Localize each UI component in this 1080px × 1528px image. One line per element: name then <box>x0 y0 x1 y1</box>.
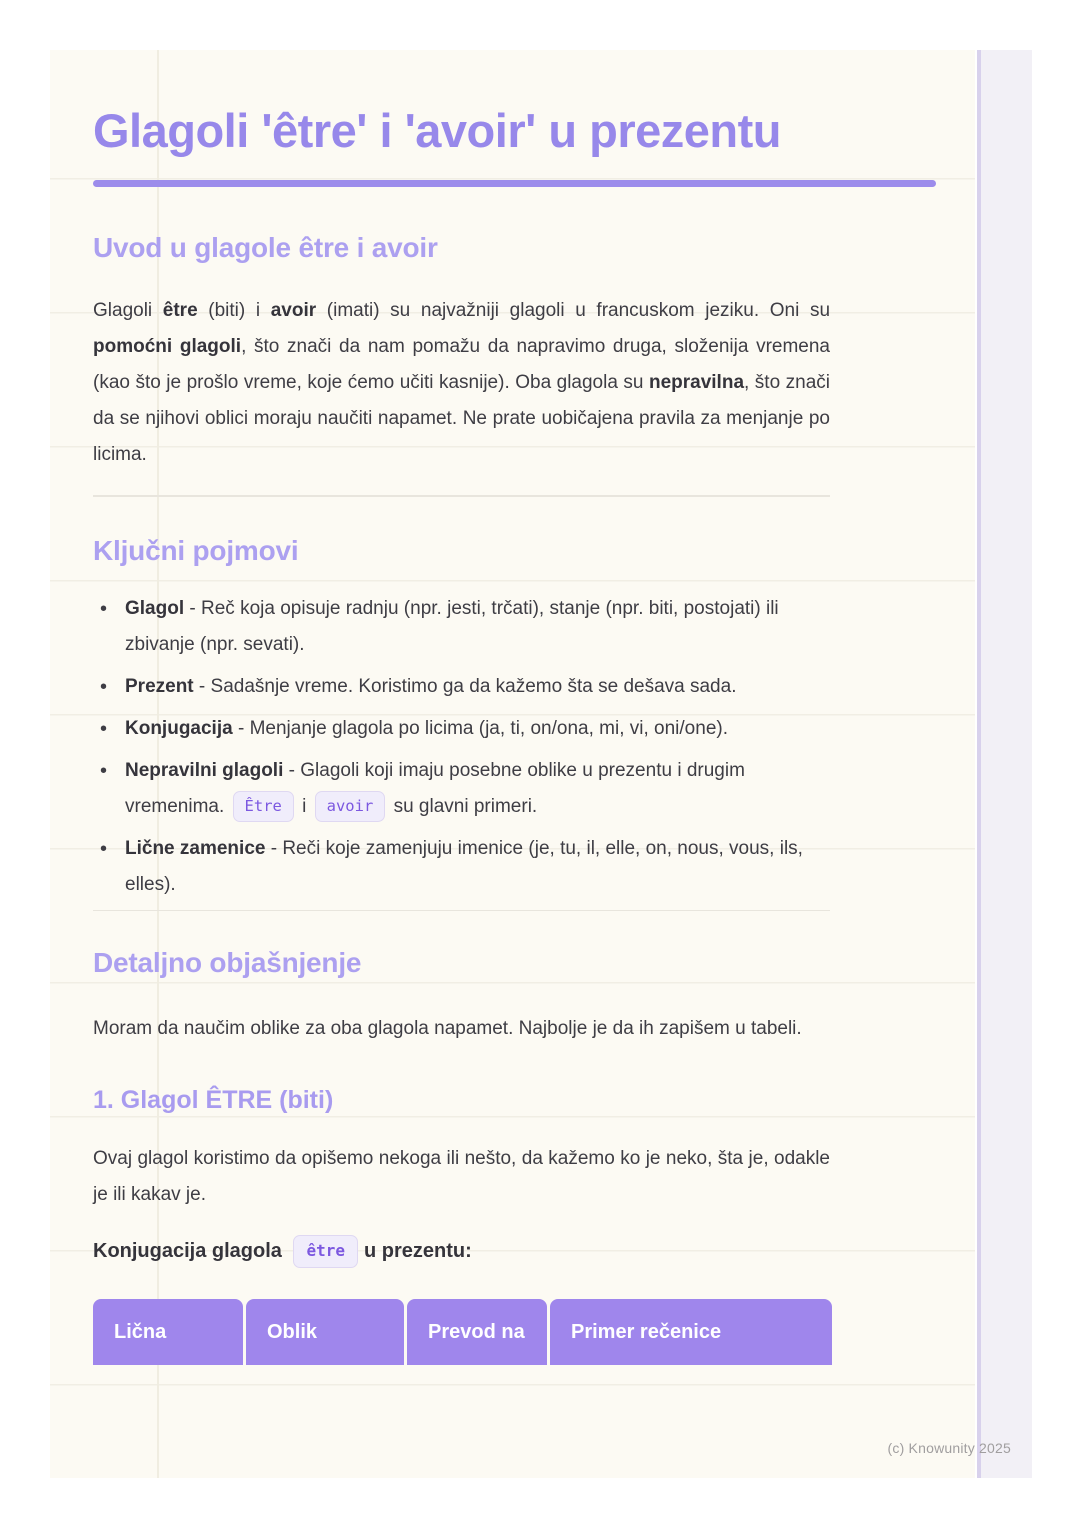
bold-term: Nepravilni glagoli <box>125 759 284 781</box>
key-terms-list <box>93 591 830 903</box>
section-heading-intro: Uvod u glagole être i avoir <box>93 232 438 263</box>
bold-term: Glagol <box>125 597 185 619</box>
key-term-item: • Prezent - Sadašnje vreme. Koristimo ga da kažemo šta se dešava sada. <box>93 669 830 705</box>
inline-code-chip: être <box>293 1235 358 1268</box>
table-header-cell: Primer rečenice <box>550 1299 832 1365</box>
bold-term: Konjugacija glagola <box>93 1240 288 1262</box>
bold-term: nepravilna <box>648 372 745 393</box>
section-heading-details: Detaljno objašnjenje <box>93 947 362 978</box>
bold-term: u prezentu: <box>364 1240 472 1262</box>
conjugation-label <box>93 1232 830 1270</box>
conjugation-table-header-row <box>93 1299 832 1365</box>
subsection-heading-etre: 1. Glagol ÊTRE (biti) <box>93 1086 334 1114</box>
title-underline-rule <box>93 180 936 187</box>
table-header-cell: Lična <box>93 1299 243 1365</box>
key-term-item: • Glagol - Reč koja opisuje radnju (npr. jesti, trčati), stanje (npr. biti, postojati) ili zbivanje (npr. sevati). <box>93 591 830 663</box>
table-header-cell: Prevod na <box>407 1299 547 1365</box>
table-header-cell: Oblik <box>246 1299 404 1365</box>
key-term-item: • Nepravilni glagoli - Glagoli koji imaju posebne oblike u prezentu i drugim vremenima. Être i avoir su glavni primeri. <box>93 753 830 825</box>
inline-code-chip: Être <box>233 791 294 822</box>
section-divider <box>93 495 830 497</box>
etre-paragraph: Ovaj glagol koristimo da opišemo nekoga ili nešto, da kažemo ko je neko, šta je, odakle je ili kakav je. <box>93 1148 830 1205</box>
bold-term: Prezent <box>125 675 194 697</box>
page-content <box>50 96 975 1365</box>
section-heading-key-terms: Ključni pojmovi <box>93 534 299 566</box>
bold-term: pomoćni glagoli <box>93 336 242 357</box>
document-page <box>50 50 975 1478</box>
page-title: Glagoli 'être' i 'avoir' u prezentu <box>93 104 781 157</box>
bold-term: Konjugacija <box>125 717 233 739</box>
key-term-item: • Konjugacija - Menjanje glagola po licima (ja, ti, on/ona, mi, vi, oni/one). <box>93 711 830 747</box>
section-divider <box>93 910 830 912</box>
details-paragraph: Moram da naučim oblike za oba glagola napamet. Najbolje je da ih zapišem u tabeli. <box>93 1018 802 1039</box>
inline-code-chip: avoir <box>315 791 386 822</box>
bold-term: avoir <box>270 300 317 321</box>
bold-term: Lične zamenice <box>125 837 266 859</box>
bold-term: être <box>162 300 198 321</box>
next-page-edge-strip <box>977 50 1032 1478</box>
footer-watermark: (c) Knowunity 2025 <box>887 1440 1011 1456</box>
intro-paragraph: Glagoli être (biti) i avoir (imati) su najvažniji glagoli u francuskom jeziku. Oni su pomoćni glagoli, što znači da nam pomažu da napravimo druga, složenija vremena (kao što je prošlo vreme, koje ćemo učiti kasnije). Oba glagola su nepravilna, što znači da se njihovi oblici moraju naučiti napamet. Ne prate uobičajena pravila za menjanje po licima. <box>93 300 831 465</box>
key-term-item: • Lične zamenice - Reči koje zamenjuju imenice (je, tu, il, elle, on, nous, vous, ils, elles). <box>93 831 830 903</box>
